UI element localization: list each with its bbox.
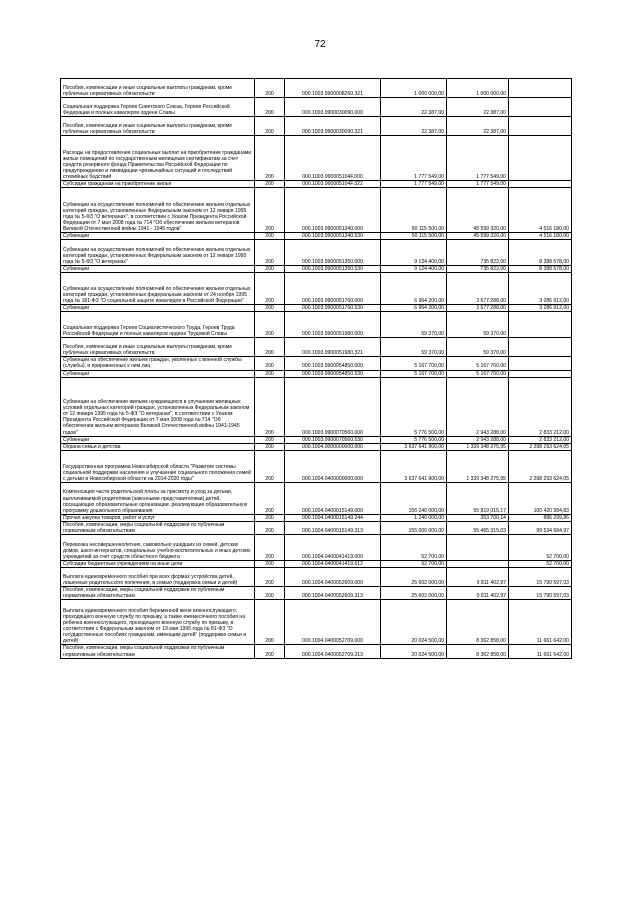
row-approved-cell: 5 776 500,00 — [381, 377, 447, 436]
row-approved-cell: 59 370,00 — [381, 312, 447, 338]
row-remaining-cell: 2 833 212,00 — [509, 436, 572, 443]
row-executed-cell: 735 822,00 — [447, 240, 509, 266]
row-approved-cell: 52 700,00 — [381, 561, 447, 568]
row-executed-cell: 1 339 348 275,95 — [447, 450, 509, 482]
row-remaining-cell: 8 388 578,00 — [509, 266, 572, 273]
row-executed-cell: 1 339 348 275,95 — [447, 443, 509, 450]
row-executed-cell: 9 811 402,97 — [447, 587, 509, 600]
table-row — [61, 436, 572, 443]
row-kbk-cell: 000.1003.9900051340.000 — [285, 188, 381, 233]
row-executed-cell: 55 465 315,03 — [447, 521, 509, 534]
row-code-cell: 200 — [255, 370, 285, 377]
row-approved-cell: 20 024 500,00 — [381, 600, 447, 645]
row-executed-cell: 5 167 700,00 — [447, 370, 509, 377]
table-row — [61, 377, 572, 436]
row-remaining-cell: 2 833 212,00 — [509, 377, 572, 436]
row-code-cell: 200 — [255, 312, 285, 338]
row-approved-cell: 1 777 549,00 — [381, 136, 447, 181]
row-approved-cell: 6 964 200,00 — [381, 273, 447, 305]
row-kbk-cell: 000.1003.9900051760.000 — [285, 273, 381, 305]
row-remaining-cell: 2 298 293 624,05 — [509, 443, 572, 450]
row-kbk-cell: 000.1003.9900051340.530 — [285, 233, 381, 240]
row-remaining-cell — [509, 357, 572, 370]
row-kbk-cell: 000.1004.0400052709.313 — [285, 645, 381, 658]
row-executed-cell: 55 819 015,17 — [447, 482, 509, 514]
row-approved-cell: 25 602 000,00 — [381, 568, 447, 587]
row-kbk-cell: 000.1004.0000000000.000 — [285, 443, 381, 450]
row-approved-cell: 9 124 400,00 — [381, 266, 447, 273]
row-name-cell: Пособия, компенсации, меры социальной поддержки по публичным нормативным обязательствам — [61, 521, 255, 534]
row-name-cell: Субвенции — [61, 436, 255, 443]
row-remaining-cell — [509, 79, 572, 98]
row-approved-cell: 1 777 549,00 — [381, 181, 447, 188]
row-name-cell: Субсидии бюджетным учреждениям на иные цели — [61, 561, 255, 568]
row-executed-cell — [447, 535, 509, 561]
row-name-cell: Пособия, компенсации и иные социальные выплаты гражданам, кроме публичных нормативных обязательств — [61, 338, 255, 357]
row-remaining-cell: 2 298 293 624,05 — [509, 450, 572, 482]
row-executed-cell — [447, 561, 509, 568]
row-remaining-cell: 11 661 642,00 — [509, 645, 572, 658]
row-executed-cell: 8 362 858,00 — [447, 600, 509, 645]
row-approved-cell: 6 964 200,00 — [381, 305, 447, 312]
row-remaining-cell: 8 388 578,00 — [509, 240, 572, 266]
row-name-cell: Выплата единовременного пособия при всех формах устройства детей, лишенных родительского попечения, в семью (поддержка семьи и детей) — [61, 568, 255, 587]
row-kbk-cell: 000.1003.9900054850.000 — [285, 357, 381, 370]
row-approved-cell: 5 167 700,00 — [381, 357, 447, 370]
row-code-cell: 200 — [255, 233, 285, 240]
row-remaining-cell: 11 661 642,00 — [509, 600, 572, 645]
row-code-cell: 200 — [255, 450, 285, 482]
row-name-cell: Субвенции — [61, 266, 255, 273]
table-row — [61, 514, 572, 521]
row-code-cell: 200 — [255, 181, 285, 188]
table-row — [61, 587, 572, 600]
row-code-cell: 200 — [255, 561, 285, 568]
row-code-cell: 200 — [255, 521, 285, 534]
row-code-cell: 200 — [255, 136, 285, 181]
row-executed-cell: 1 777 549,00 — [447, 181, 509, 188]
row-approved-cell: 3 637 641 900,00 — [381, 443, 447, 450]
row-approved-cell: 9 124 400,00 — [381, 240, 447, 266]
row-executed-cell: 45 599 320,00 — [447, 233, 509, 240]
row-name-cell: Субвенции на осуществление полномочий по обеспечению жильем отдельных категорий граждан, установленных федеральным законом от 24 ноября 1995 года № 181-ФЗ "О социальной защите инвалидов в Российской Федерации" — [61, 273, 255, 305]
row-executed-cell: 1 000 000,00 — [447, 79, 509, 98]
row-name-cell: Прочая закупка товаров, работ и услуг — [61, 514, 255, 521]
row-kbk-cell: 000.1004.0400015149.000 — [285, 482, 381, 514]
table-row — [61, 233, 572, 240]
table-row — [61, 98, 572, 117]
row-executed-cell: 2 943 288,00 — [447, 436, 509, 443]
row-kbk-cell: 000.1003.9900051980.000 — [285, 312, 381, 338]
row-name-cell: Субсидии гражданам на приобретение жилья — [61, 181, 255, 188]
row-kbk-cell: 000.1003.9900051350.000 — [285, 240, 381, 266]
table-row — [61, 482, 572, 514]
row-executed-cell: 1 777 549,00 — [447, 136, 509, 181]
row-remaining-cell: 99 534 684,97 — [509, 521, 572, 534]
row-remaining-cell: 15 790 597,03 — [509, 568, 572, 587]
row-approved-cell: 20 024 500,00 — [381, 645, 447, 658]
table-row — [61, 370, 572, 377]
row-code-cell: 200 — [255, 436, 285, 443]
row-approved-cell: 5 167 700,00 — [381, 370, 447, 377]
row-name-cell: Пособия, компенсации, меры социальной поддержки по публичным нормативным обязательствам — [61, 645, 255, 658]
row-name-cell: Пособия, компенсации и иные социальные выплаты гражданам, кроме публичных нормативных обязательств — [61, 117, 255, 136]
table-row — [61, 266, 572, 273]
row-approved-cell: 5 776 500,00 — [381, 436, 447, 443]
row-kbk-cell: 000.1004.0400000000.000 — [285, 450, 381, 482]
row-executed-cell: 9 811 402,97 — [447, 568, 509, 587]
row-approved-cell: 156 240 000,00 — [381, 482, 447, 514]
row-code-cell: 200 — [255, 482, 285, 514]
table-row — [61, 136, 572, 181]
row-name-cell: Социальная поддержка Героев Советского Союза, Героев Российской Федерации и полных кавалеров ордена Славы — [61, 98, 255, 117]
row-code-cell: 200 — [255, 240, 285, 266]
row-remaining-cell — [509, 338, 572, 357]
row-code-cell: 200 — [255, 273, 285, 305]
row-kbk-cell: 000.1004.0400052709.000 — [285, 600, 381, 645]
row-remaining-cell: 3 286 912,00 — [509, 273, 572, 305]
row-kbk-cell: 000.1003.9900070560.530 — [285, 436, 381, 443]
row-name-cell: Государственная программа Новосибирской области "Развитие системы социальной поддержки населения и улучшение социального положения семей с детьми в Новосибирской области на 2014-2020 годы" — [61, 450, 255, 482]
table-row — [61, 521, 572, 534]
row-code-cell: 200 — [255, 357, 285, 370]
row-kbk-cell: 000.1003.9900030090.000 — [285, 98, 381, 117]
row-name-cell: Субвенции — [61, 370, 255, 377]
row-kbk-cell: 000.1004.0400015149.244 — [285, 514, 381, 521]
row-approved-cell: 25 602 000,00 — [381, 587, 447, 600]
table-row — [61, 240, 572, 266]
row-code-cell: 200 — [255, 535, 285, 561]
row-remaining-cell: 4 516 180,00 — [509, 233, 572, 240]
row-code-cell: 200 — [255, 645, 285, 658]
row-remaining-cell — [509, 98, 572, 117]
row-approved-cell: 59 370,00 — [381, 338, 447, 357]
row-code-cell: 200 — [255, 600, 285, 645]
table-row — [61, 117, 572, 136]
row-kbk-cell: 000.1003.990005104F.322 — [285, 181, 381, 188]
row-code-cell: 200 — [255, 266, 285, 273]
row-code-cell: 200 — [255, 79, 285, 98]
table-row — [61, 188, 572, 233]
row-name-cell: Субвенции — [61, 233, 255, 240]
row-remaining-cell: 100 420 984,83 — [509, 482, 572, 514]
row-kbk-cell: 000.1003.9900054850.530 — [285, 370, 381, 377]
row-code-cell: 200 — [255, 514, 285, 521]
row-kbk-cell: 000.1004.0400041419.000 — [285, 535, 381, 561]
table-row — [61, 305, 572, 312]
row-remaining-cell: 15 790 597,03 — [509, 587, 572, 600]
row-kbk-cell: 000.1003.9900051760.530 — [285, 305, 381, 312]
row-code-cell: 200 — [255, 568, 285, 587]
row-executed-cell: 59 370,00 — [447, 312, 509, 338]
row-executed-cell: 22 387,00 — [447, 98, 509, 117]
row-remaining-cell: 886 299,86 — [509, 514, 572, 521]
table-row — [61, 357, 572, 370]
row-kbk-cell: 000.1003.9900008260.321 — [285, 79, 381, 98]
row-name-cell: Субвенции на осуществление полномочий по обеспечению жильем отдельных категорий граждан, установленных Федеральным законом от 12 января 1995 года № 5-ФЗ "О ветеранах", в соответствии с Указом Президента Российской Федерации от 7 мая 2008 года № 714 "Об обеспечении жильем ветеранов Великой Отечественной войны 1941 - 1945 годов" — [61, 188, 255, 233]
row-remaining-cell — [509, 181, 572, 188]
row-kbk-cell: 000.1004.0400015149.313 — [285, 521, 381, 534]
row-executed-cell: 8 362 858,00 — [447, 645, 509, 658]
row-code-cell: 200 — [255, 587, 285, 600]
row-kbk-cell: 000.1004.0400052609.000 — [285, 568, 381, 587]
row-kbk-cell: 000.1003.9900051980.321 — [285, 338, 381, 357]
row-executed-cell: 59 370,00 — [447, 338, 509, 357]
row-remaining-cell — [509, 117, 572, 136]
row-code-cell: 200 — [255, 443, 285, 450]
row-remaining-cell: 4 516 180,00 — [509, 188, 572, 233]
table-row — [61, 79, 572, 98]
row-approved-cell: 155 000 000,00 — [381, 521, 447, 534]
row-name-cell: Охрана семьи и детства — [61, 443, 255, 450]
table-row — [61, 273, 572, 305]
row-kbk-cell: 000.1003.990005104F.000 — [285, 136, 381, 181]
row-code-cell: 200 — [255, 338, 285, 357]
row-executed-cell: 353 700,14 — [447, 514, 509, 521]
row-remaining-cell: 52 700,00 — [509, 535, 572, 561]
row-name-cell: Субвенции на обеспечение жильем граждан, уволенных с военной службы (службы), и приравненных к ним лиц — [61, 357, 255, 370]
row-name-cell: Социальная поддержка Героев Социалистического Труда, Героев Труда Российской Федерации и полных кавалеров ордена Трудовой Славы — [61, 312, 255, 338]
row-remaining-cell — [509, 370, 572, 377]
row-name-cell: Субвенции на обеспечение жильем нуждающихся в улучшении жилищных условий отдельных категорий граждан, установленных Федеральным законом от 12 января 1995 года № 5-ФЗ "О ветеранах", в соответствии с Указом Президента Российской Федерации от 7 мая 2008 года № 714 "Об обеспечении жильем ветеранов Великой Отечественной войны 1941-1945 годов" — [61, 377, 255, 436]
row-remaining-cell — [509, 312, 572, 338]
row-executed-cell: 3 677 288,00 — [447, 305, 509, 312]
row-remaining-cell — [509, 136, 572, 181]
row-kbk-cell: 000.1003.9900030090.321 — [285, 117, 381, 136]
row-executed-cell: 5 167 700,00 — [447, 357, 509, 370]
row-approved-cell: 50 115 500,00 — [381, 188, 447, 233]
row-kbk-cell: 000.1004.0400052609.313 — [285, 587, 381, 600]
row-name-cell: Выплата единовременного пособия беременной жене военнослужащего, проходящего военную службу по призыву, а также ежемесячного пособия на ребенка военнослужащего, проходящего военную службу по призыву, в соответствии с Федеральным законом от 19 мая 1995 года № 81-ФЗ "О государственных пособиях гражданам, имеющим детей" (поддержка семьи и детей) — [61, 600, 255, 645]
row-executed-cell: 2 943 288,00 — [447, 377, 509, 436]
table-row — [61, 181, 572, 188]
row-code-cell: 200 — [255, 188, 285, 233]
table-row — [61, 561, 572, 568]
table-row — [61, 443, 572, 450]
table-row — [61, 600, 572, 645]
row-name-cell: Пособия, компенсации, меры социальной поддержки по публичным нормативным обязательствам — [61, 587, 255, 600]
row-remaining-cell: 52 700,00 — [509, 561, 572, 568]
table-row — [61, 338, 572, 357]
row-name-cell: Субвенции — [61, 305, 255, 312]
row-approved-cell: 1 000 000,00 — [381, 79, 447, 98]
row-name-cell: Пособия, компенсации и иные социальные выплаты гражданам, кроме публичных нормативных обязательств — [61, 79, 255, 98]
table-row — [61, 568, 572, 587]
row-code-cell: 200 — [255, 305, 285, 312]
budget-table — [60, 78, 572, 659]
row-code-cell: 200 — [255, 117, 285, 136]
row-remaining-cell: 3 286 912,00 — [509, 305, 572, 312]
row-executed-cell: 735 822,00 — [447, 266, 509, 273]
row-kbk-cell: 000.1004.0400041419.612 — [285, 561, 381, 568]
table-row — [61, 312, 572, 338]
row-executed-cell: 45 599 320,00 — [447, 188, 509, 233]
row-approved-cell: 52 700,00 — [381, 535, 447, 561]
row-code-cell: 200 — [255, 98, 285, 117]
page-number: 72 — [314, 39, 326, 50]
row-name-cell: Субвенции на осуществление полномочий по обеспечению жильем отдельных категорий граждан, установленных Федеральным законом от 12 января 1995 года № 5-ФЗ "О ветеранах" — [61, 240, 255, 266]
row-executed-cell: 3 677 288,00 — [447, 273, 509, 305]
row-approved-cell: 1 240 000,00 — [381, 514, 447, 521]
row-name-cell: Перевозка несовершеннолетних, самовольно ушедших из семей, детских домов, школ-интернатов, специальных учебно-воспитательных и иных детских учреждений за счет средств областного бюджета — [61, 535, 255, 561]
table-row — [61, 450, 572, 482]
row-approved-cell: 22 387,00 — [381, 117, 447, 136]
row-name-cell: Расходы на предоставление социальных выплат на приобретение гражданами жилых помещений по государственным жилищным сертификатам за счет средств резервного фонда Правительства Российской Федерации по предупреждению и ликвидации чрезвычайных ситуаций и последствий стихийных бедствий — [61, 136, 255, 181]
row-name-cell: Компенсация части родительской платы за присмотр и уход за детьми, выплачиваемой родителями (законными представителями) детей, посещающих образовательные организации, реализующие образовательную программу дошкольного образования — [61, 482, 255, 514]
table-row — [61, 535, 572, 561]
row-kbk-cell: 000.1003.9900051350.530 — [285, 266, 381, 273]
row-approved-cell: 50 115 500,00 — [381, 233, 447, 240]
table-row — [61, 645, 572, 658]
row-executed-cell: 22 387,00 — [447, 117, 509, 136]
row-approved-cell: 3 637 641 900,00 — [381, 450, 447, 482]
row-kbk-cell: 000.1003.9900070560.000 — [285, 377, 381, 436]
row-approved-cell: 22 387,00 — [381, 98, 447, 117]
row-code-cell: 200 — [255, 377, 285, 436]
